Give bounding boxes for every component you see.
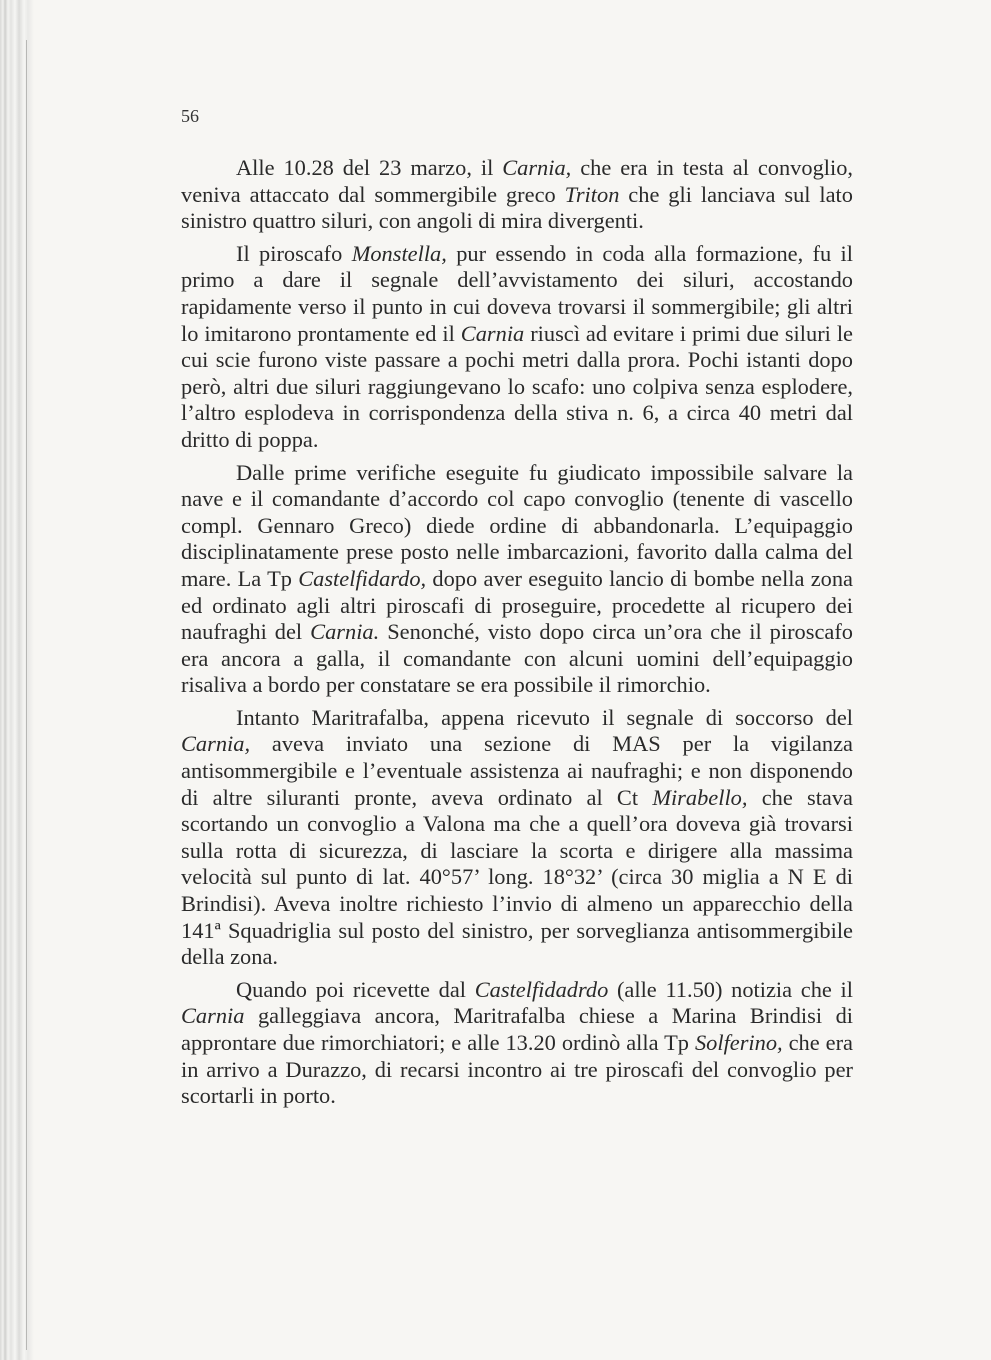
paragraph — [181, 155, 853, 235]
scan-binding-edge — [0, 0, 34, 1360]
document-body — [181, 155, 853, 1110]
text-run: riuscì ad evitare i primi due siluri le cui scie furono viste passare a pochi metri dalla prora. Pochi istanti dopo però, altri due siluri raggiungevano lo scafo: uno colpiva senza esplodere, l’altro esplodeva in corrispondenza della stiva n. 6, a circa 40 metri dal dritto di poppa. — [181, 320, 853, 452]
italic-text-run: Monstella, — [351, 240, 447, 266]
text-run: galleggiava ancora, Maritrafalba chiese a Marina Brindisi di approntare due rimorchiatori; e alle 13.20 ordinò alla Tp — [181, 1003, 853, 1055]
text-run: aveva inviato una sezione di MAS per la vigilanza antisommergibile e l’eventuale assistenza ai naufraghi; e non disponendo di altre siluranti pronte, aveva ordinato al Ct — [181, 731, 853, 810]
italic-text-run: Castelfidardo, — [298, 565, 427, 591]
text-run: che stava scortando un convoglio a Valona ma che a quell’ora doveva già trovarsi sulla rotta di sicurezza, di lasciare la scorta e dirigere alla massima velocità sul punto di lat. 40°57’ long. 18°32’ (circa 30 miglia a N E di Brindisi). Aveva inoltre richiesto l’invio di almeno un apparecchio della 141ª Squadriglia sul posto del sinistro, per sorveglianza antisommergibile della zona. — [181, 784, 853, 970]
italic-text-run: Carnia — [181, 1003, 245, 1029]
text-run: pur essendo in coda alla formazione, fu il primo a dare il segnale dell’avvistamento dei siluri, accostando rapidamente verso il punto in cui doveva trovarsi il sommergibile; gli altri lo imitarono prontamente ed il — [181, 240, 853, 346]
text-run: Alle 10.28 del 23 marzo, il — [236, 155, 503, 180]
italic-text-run: Mirabello, — [652, 784, 748, 810]
italic-text-run: Solferino, — [694, 1030, 783, 1055]
text-run: Quando poi ricevette dal — [236, 976, 475, 1002]
text-run: Il piroscafo — [236, 240, 352, 266]
paragraph — [181, 977, 853, 1110]
italic-text-run: Triton — [564, 181, 620, 207]
page-number: 56 — [181, 106, 199, 126]
text-run: (alle 11.50) notizia che il — [608, 976, 853, 1002]
text-run: che era in arrivo a Durazzo, di recarsi incontro ai tre piroscafi del convoglio per scortarli in porto. — [181, 1030, 853, 1109]
text-run: Intanto Maritrafalba, appena ricevuto il segnale di soccorso del — [236, 704, 853, 730]
text-run: che era in testa al convoglio, veniva attaccato dal sommergibile greco — [181, 155, 853, 207]
italic-text-run: Castelfidadrdo — [474, 976, 609, 1002]
scan-binding-line — [26, 40, 27, 1350]
italic-text-run: Carnia — [460, 320, 525, 346]
text-run: che gli lanciava sul lato sinistro quattro siluri, con angoli di mira divergenti. — [181, 181, 853, 234]
paragraph — [181, 705, 853, 971]
italic-text-run: Carnia, — [502, 155, 572, 180]
paragraph — [181, 460, 853, 699]
text-run: Senonché, visto dopo circa un’ora che il piroscafo era ancora a galla, il comandante con alcuni uomini dell’equipaggio risaliva a bordo per constatare se era possibile il rimorchio. — [181, 619, 853, 698]
text-run: dopo aver eseguito lancio di bombe nella zona ed ordinato agli altri piroscafi di proseguire, procedette al ricupero dei naufraghi del — [181, 565, 853, 645]
text-run: Dalle prime verifiche eseguite fu giudicato impossibile salvare la nave e il comandante d’accordo col capo convoglio (tenente di vascello compl. Gennaro Greco) diede ordine di abbandonarla. L’equipaggio disciplinatamente prese posto nelle imbarcazioni, favorito dalla calma del mare. La Tp — [181, 459, 853, 591]
italic-text-run: Carnia. — [310, 619, 380, 645]
italic-text-run: Carnia, — [181, 731, 251, 757]
paragraph — [181, 241, 853, 454]
